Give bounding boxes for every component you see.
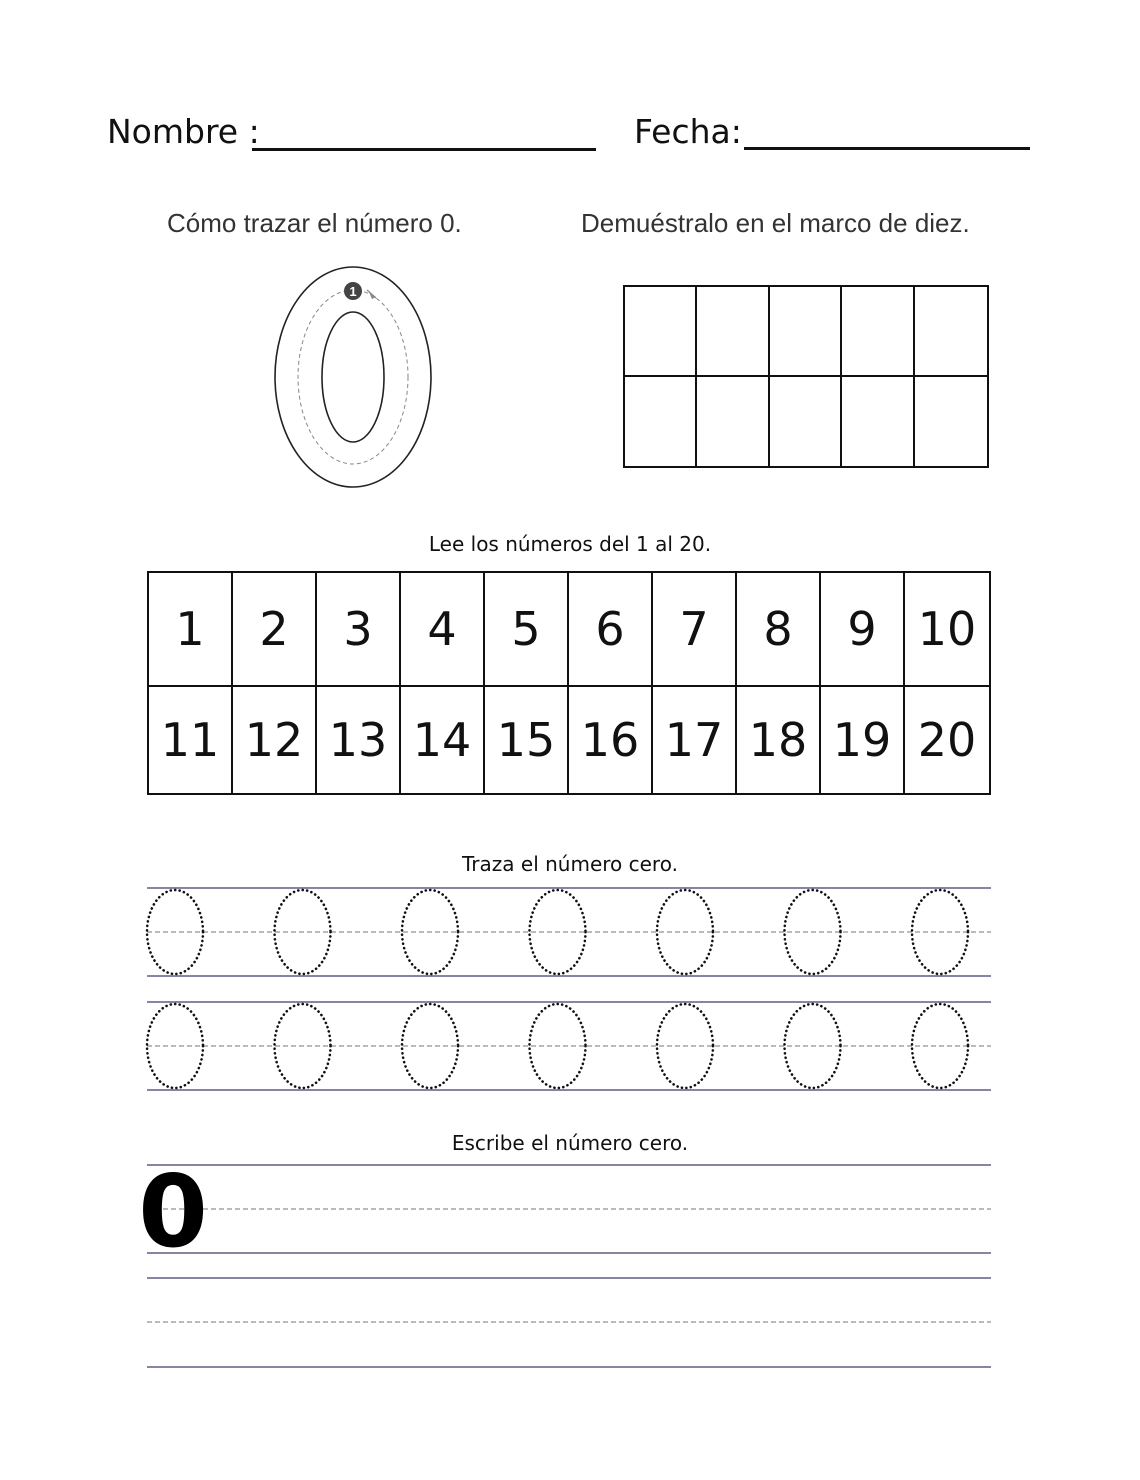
number-cell: 10 xyxy=(905,573,989,687)
write-section-title: Escribe el número cero. xyxy=(451,1131,689,1155)
numbers-section-title: Lee los números del 1 al 20. xyxy=(428,532,712,556)
number-cell: 15 xyxy=(485,687,569,793)
number-cell: 3 xyxy=(317,573,401,687)
number-cell: 19 xyxy=(821,687,905,793)
number-cell: 20 xyxy=(917,713,977,767)
number-cell: 14 xyxy=(401,687,485,793)
number-cell: 13 xyxy=(317,687,401,793)
writing-lines-row-2[interactable] xyxy=(147,1278,991,1367)
date-label: Fecha: xyxy=(634,112,742,151)
number-cell: 5 xyxy=(485,573,569,687)
writing-lines-row-1[interactable] xyxy=(147,1165,991,1253)
number-cell: 7 xyxy=(653,573,737,687)
number-cell: 16 xyxy=(569,687,653,793)
name-label: Nombre : xyxy=(107,112,260,151)
number-cell: 8 xyxy=(737,573,821,687)
trace-demo-title: Cómo trazar el número 0. xyxy=(167,208,462,238)
example-zero: 0 xyxy=(138,1153,208,1270)
number-cell: 9 xyxy=(821,573,905,687)
number-cell: 17 xyxy=(653,687,737,793)
number-cell: 18 xyxy=(737,687,821,793)
number-cell: 12 xyxy=(233,687,317,793)
number-cell: 6 xyxy=(569,573,653,687)
ten-frame-title: Demuéstralo en el marco de diez. xyxy=(581,208,970,238)
number-cell: 1 xyxy=(149,573,233,687)
number-cell: 4 xyxy=(401,573,485,687)
number-cell: 2 xyxy=(233,573,317,687)
number-cell: 11 xyxy=(149,687,233,793)
trace-section-title: Traza el número cero. xyxy=(462,852,678,876)
step-badge-number: 1 xyxy=(349,284,357,299)
